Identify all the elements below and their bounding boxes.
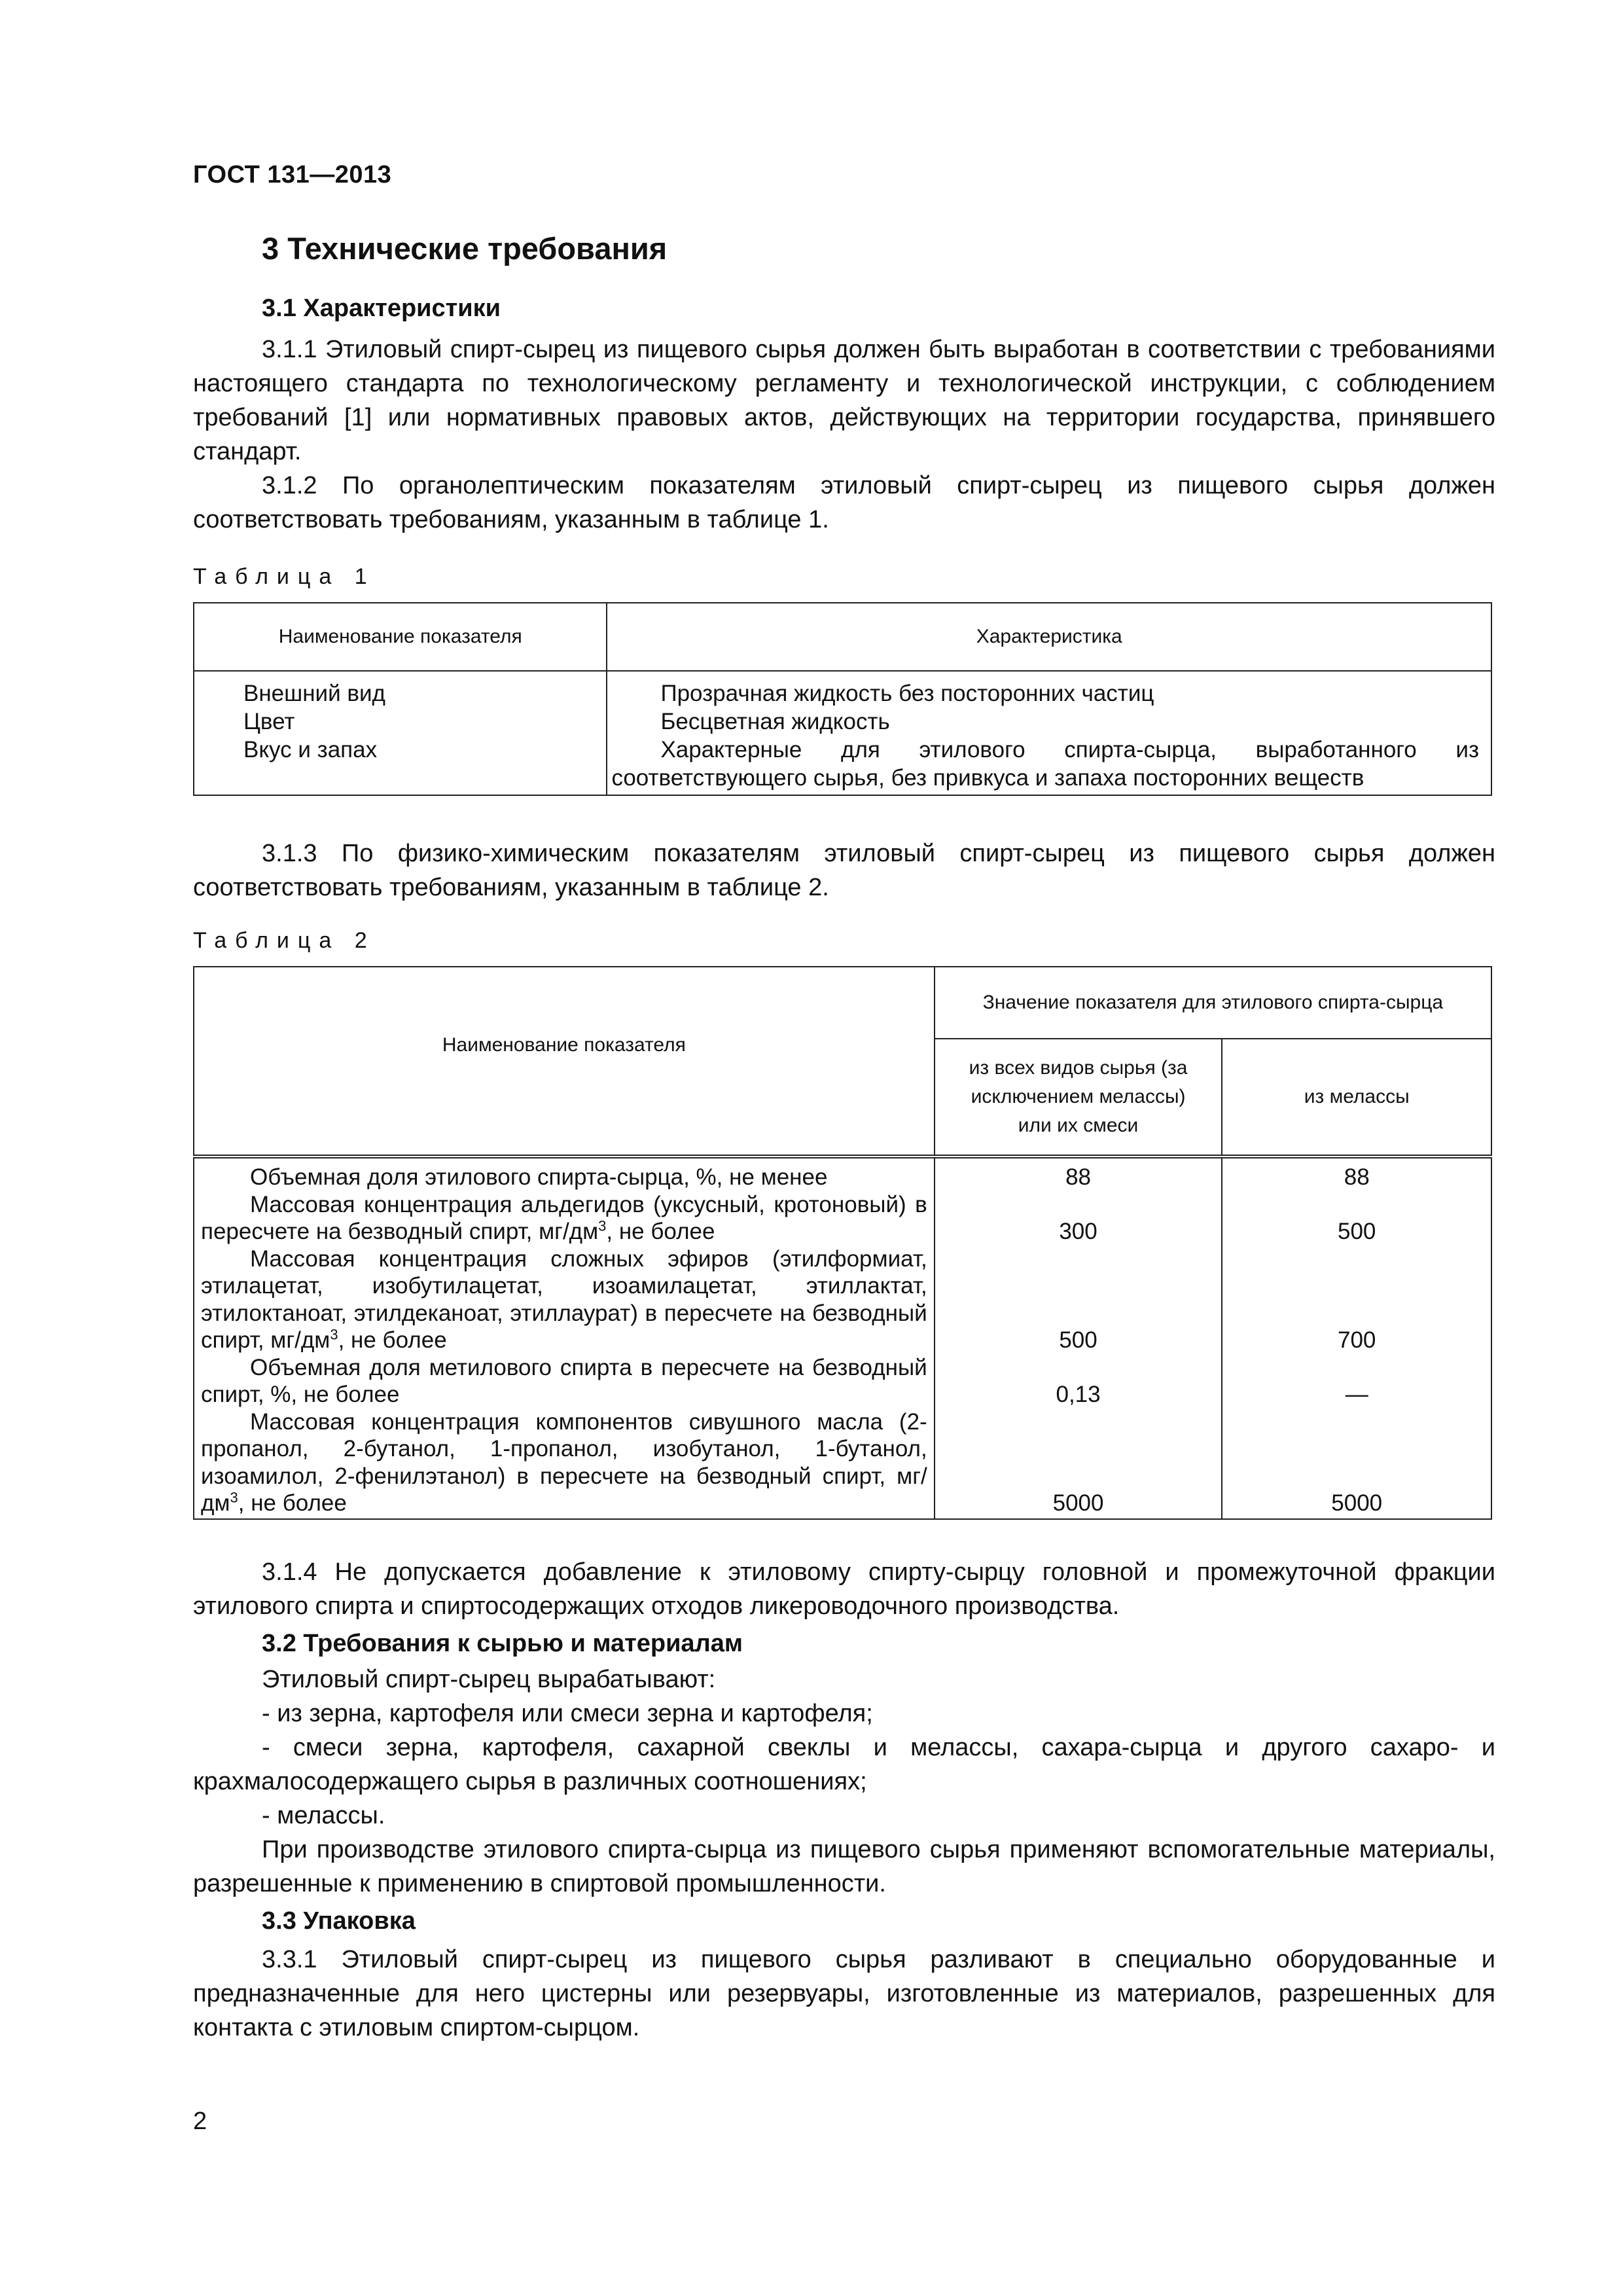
table1-row-name: Вкус и запах <box>243 737 378 762</box>
table1-row-name: Внешний вид <box>243 681 385 706</box>
paragraph-3-2-intro: Этиловый спирт-сырец вырабатывают: <box>262 1666 716 1693</box>
table1-col1-header: Наименование показателя <box>194 603 607 671</box>
table1-row-value: Прозрачная жидкость без посторонних частиц <box>660 681 1154 706</box>
table2-value: 0,13 <box>1056 1382 1101 1407</box>
document-code: ГОСТ 131—2013 <box>193 161 392 188</box>
table2-value: 88 <box>1344 1164 1370 1190</box>
table-1 <box>193 602 1492 796</box>
table2-col1-header: Наименование показателя <box>194 967 935 1157</box>
section-title: 3 Технические требования <box>262 231 668 266</box>
table2-row-name: Объемная доля метилового спирта в пересчете на безводный спирт, %, не более <box>201 1354 927 1407</box>
table2-subheader-all-raw: из всех видов сырья (за исключением мелассы) или их смеси <box>935 1039 1222 1157</box>
table2-row-name: Массовая концентрация сложных эфиров (этилформиат, этилацетат, изобутилацетат, изоамилацетат, этиллактат, этилоктаноат, этилдеканоат, этиллаурат) в пересчете на безводный спирт, $мг/дм^3$, не более <box>201 1246 927 1353</box>
table2-value: 5000 <box>1052 1490 1104 1516</box>
table2-row-name: Массовая концентрация альдегидов (уксусный, кротоновый) в пересчете на безводный спирт, $мг/дм^3$, не более <box>201 1191 927 1244</box>
paragraph-3-3-1: 3.3.1 Этиловый спирт-сырец из пищевого сырья разливают в специально оборудованные и предназначенные для него цистерны или резервуары, изготовленные из материалов, разрешенных для контакта с этиловым спиртом-сырцом. <box>193 1946 1495 2041</box>
subsection-3-1-title: 3.1 Характеристики <box>262 295 501 322</box>
paragraph-3-1-4: 3.1.4 Не допускается добавление к этиловому спирту-сырцу головной и промежуточной фракции этилового спирта и спиртосодержащих отходов ликероводочного производства. <box>193 1558 1495 1620</box>
subsection-3-2-title: 3.2 Требования к сырью и материалам <box>262 1630 743 1657</box>
table1-caption: Таблица 1 <box>193 564 376 589</box>
paragraph-3-2-aux: При производстве этилового спирта-сырца из пищевого сырья применяют вспомогательные материалы, разрешенные к применению в спиртовой промышленности. <box>193 1836 1495 1897</box>
table1-col2-header: Характеристика <box>607 603 1491 671</box>
list-item: - мелассы. <box>262 1802 385 1829</box>
table2-value: 88 <box>1065 1164 1092 1190</box>
page-number: 2 <box>193 2108 207 2135</box>
table2-row-name: Объемная доля этилового спирта-сырца, %, не менее <box>250 1164 828 1190</box>
table2-caption: Таблица 2 <box>193 928 376 953</box>
table1-names-cell <box>194 671 607 795</box>
paragraph-3-1-1: 3.1.1 Этиловый спирт-сырец из пищевого сырья должен быть выработан в соответствии с требованиями настоящего стандарта по технологическому регламенту и технологической инструкции, с соблюдением требований [1] или нормативных правовых актов, действующих на территории государства, принявшего стандарт. <box>193 336 1495 465</box>
table2-names-cell <box>194 1157 935 1519</box>
list-item: - смеси зерна, картофеля, сахарной свеклы и мелассы, сахара-сырца и другого сахаро- и крахмалосодержащего сырья в различных соотношениях; <box>193 1734 1495 1795</box>
table2-values-col1 <box>935 1157 1222 1519</box>
table2-value: 500 <box>1338 1219 1376 1244</box>
table1-values-cell <box>607 671 1491 795</box>
table1-row-value: Характерные для этилового спирта-сырца, выработанного из соответствующего сырья, без привкуса и запаха посторонних веществ <box>611 737 1479 791</box>
paragraph-3-1-3: 3.1.3 По физико-химическим показателям этиловый спирт-сырец из пищевого сырья должен соответствовать требованиям, указанным в таблице 2. <box>193 840 1495 901</box>
table2-value: 500 <box>1059 1327 1097 1353</box>
table2-row-name: Массовая концентрация компонентов сивушного масла (2-пропанол, 2-бутанол, 1-пропанол, изобутанол, 1-бутанол, изоамилол, 2-фенилэтанол) в пересчете на безводный спирт, $мг/дм^3$, не более <box>201 1408 927 1516</box>
table2-value: 700 <box>1338 1327 1376 1353</box>
table2-values-col2 <box>1222 1157 1491 1519</box>
table2-group-header: Значение показателя для этилового спирта-сырца <box>935 967 1491 1039</box>
table1-row-value: Бесцветная жидкость <box>660 709 890 734</box>
table2-value: 300 <box>1059 1219 1097 1244</box>
table2-value: 5000 <box>1331 1490 1383 1516</box>
subsection-3-3-title: 3.3 Упаковка <box>262 1907 416 1935</box>
table2-subheader-molasses: из мелассы <box>1222 1039 1491 1157</box>
paragraph-3-1-2: 3.1.2 По органолептическим показателям этиловый спирт-сырец из пищевого сырья должен соответствовать требованиям, указанным в таблице 1. <box>193 472 1495 533</box>
table-2 <box>193 966 1492 1520</box>
list-item: - из зерна, картофеля или смеси зерна и картофеля; <box>262 1700 873 1727</box>
table1-row-name: Цвет <box>243 709 295 734</box>
table2-value: — <box>1345 1382 1368 1407</box>
